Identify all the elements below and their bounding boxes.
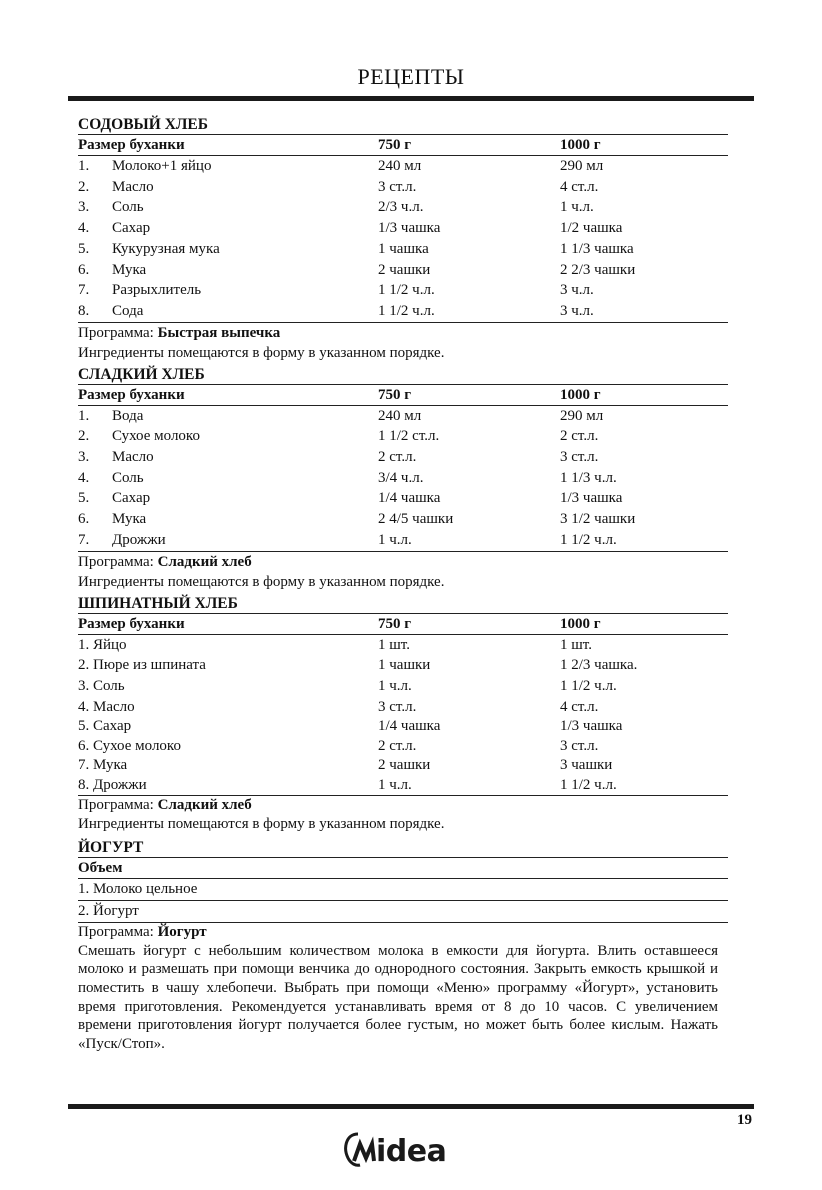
svg-text:idea: idea [376,1134,447,1168]
table-row: 6. Мука 2 чашки 2 2/3 чашки [78,261,636,278]
col-size-header: Размер буханки [78,137,185,153]
spinach-table-header: Размер буханки 750 г 1000 г [78,613,728,635]
col-1000-header: 1000 г [560,137,601,153]
list-item: 2. Йогурт [78,903,139,920]
table-row: 4. Масло 3 ст.л. 4 ст.л. [78,698,599,715]
table-row: 2. Масло 3 ст.л. 4 ст.л. [78,178,599,195]
table-row: 3. Масло 2 ст.л. 3 ст.л. [78,449,599,466]
soda-program: Программа: Быстрая выпечка [78,322,728,344]
soda-bread-title: СОДОВЫЙ ХЛЕБ [78,116,209,133]
table-row: 1. Вода 240 мл 290 мл [78,407,604,424]
table-row: 8. Сода 1 1/2 ч.л. 3 ч.л. [78,302,594,319]
table-row: 1. Яйцо 1 шт. 1 шт. [78,636,592,653]
table-row: 3. Соль 2/3 ч.л. 1 ч.л. [78,199,594,216]
top-rule [68,96,754,101]
list-item: 1. Молоко цельное [78,879,728,901]
spinach-table-body [78,635,728,796]
table-row: 5. Кукурузная мука 1 чашка 1 1/3 чашка [78,240,634,257]
spinach-note: Ингредиенты помещаются в форму в указанном порядке. [78,816,445,833]
table-row: 2. Сухое молоко 1 1/2 ст.л. 2 ст.л. [78,428,599,445]
sweet-program: Программа: Сладкий хлеб [78,551,728,573]
spinach-program: Программа: Сладкий хлеб [78,795,728,815]
page-title: РЕЦЕПТЫ [357,64,465,89]
table-row: 4. Сахар 1/3 чашка 1/2 чашка [78,220,623,237]
table-row: 7. Разрыхлитель 1 1/2 ч.л. 3 ч.л. [78,282,594,299]
sweet-table-body [78,406,728,551]
midea-logo [340,1128,480,1168]
table-row: 2. Пюре из шпината 1 чашки 1 2/3 чашка. [78,657,638,674]
sweet-table-header: Размер буханки 750 г 1000 г [78,384,728,406]
table-row: 8. Дрожжи 1 ч.л. 1 1/2 ч.л. [78,776,617,793]
table-row: 7. Дрожжи 1 ч.л. 1 1/2 ч.л. [78,531,617,548]
soda-note: Ингредиенты помещаются в форму в указанном порядке. [78,345,445,362]
yogurt-title: ЙОГУРТ [78,839,144,857]
table-row: 7. Мука 2 чашки 3 чашки [78,757,613,774]
yogurt-instructions: Смешать йогурт с небольшим количеством молока в емкости для йогурта. Влить оставшееся молоко и размешать при помощи венчика до однородного состояния. Закрыть емкость крышкой и поместить в чашу хлебопечи. Выбрать при помощи «Меню» программу «Йогурт», установить время приготовления. Рекомендуется устанавливать время от 8 до 10 часов. С увеличением времени приготовления йогурт получается более густым, но может быть более кислым. Нажать «Пуск/Стоп». [78,942,718,1052]
page-number: 19 [737,1112,752,1128]
soda-table-body [78,156,728,322]
table-row: 6. Сухое молоко 2 ст.л. 3 ст.л. [78,737,599,754]
spinach-bread-title: ШПИНАТНЫЙ ХЛЕБ [78,594,238,612]
recipes-content [78,114,728,1053]
table-row: 5. Сахар 1/4 чашка 1/3 чашка [78,490,623,507]
table-row: 3. Соль 1 ч.л. 1 1/2 ч.л. [78,677,617,694]
table-row: 1. Молоко+1 яйцо 240 мл 290 мл [78,158,604,174]
table-row: 4. Соль 3/4 ч.л. 1 1/3 ч.л. [78,469,617,486]
table-row: 5. Сахар 1/4 чашка 1/3 чашка [78,718,623,735]
soda-table-header [78,134,728,156]
yogurt-program: Программа: Йогурт [78,922,728,942]
table-row: 6. Мука 2 4/5 чашки 3 1/2 чашки [78,511,636,528]
sweet-bread-title: СЛАДКИЙ ХЛЕБ [78,365,205,383]
sweet-note: Ингредиенты помещаются в форму в указанном порядке. [78,574,445,591]
yogurt-volume-header: Объем [78,857,728,879]
col-750-header: 750 г [378,137,412,153]
midea-logo-icon [340,1128,480,1168]
bottom-rule [68,1104,754,1109]
